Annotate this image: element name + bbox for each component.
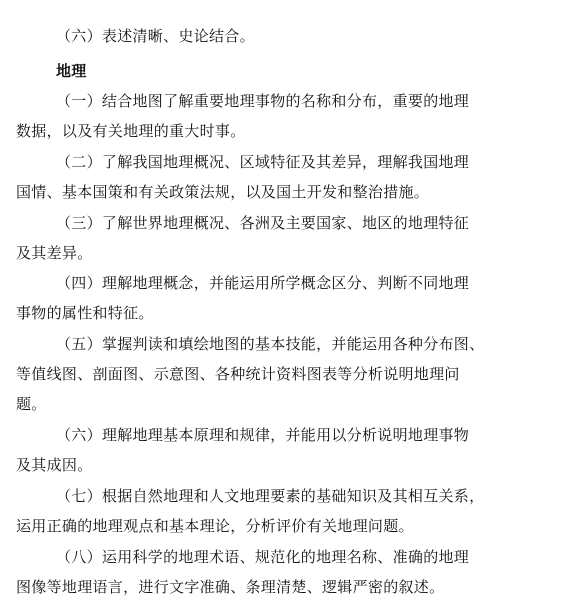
text-line-10: 事物的属性和特征。	[16, 304, 154, 322]
text-line-6: 国情、基本国策和有关政策法规，以及国土开发和整治措施。	[16, 183, 430, 201]
text-line-13: 题。	[16, 395, 47, 413]
text-line-15: 及其成因。	[16, 456, 93, 474]
text-line-16: （七）根据自然地理和人文地理要素的基础知识及其相互关系，	[56, 487, 485, 505]
text-line-5: （二）了解我国地理概况、区域特征及其差异，理解我国地理	[56, 153, 470, 171]
text-line-17: 运用正确的地理观点和基本理论，分析评价有关地理问题。	[16, 517, 414, 535]
text-line-11: （五）掌握判读和填绘地图的基本技能，并能运用各种分布图、	[56, 335, 485, 353]
text-line-9: （四）理解地理概念，并能运用所学概念区分、判断不同地理	[56, 274, 470, 292]
text-line-3: （一）结合地图了解重要地理事物的名称和分布，重要的地理	[56, 92, 470, 110]
text-line-4: 数据，以及有关地理的重大时事。	[16, 122, 246, 140]
text-line-14: （六）理解地理基本原理和规律，并能用以分析说明地理事物	[56, 426, 470, 444]
text-line-19: 图像等地理语言，进行文字准确、条理清楚、逻辑严密的叙述。	[16, 578, 445, 596]
text-line-12: 等值线图、剖面图、示意图、各种统计资料图表等分析说明地理问	[16, 365, 460, 383]
section-heading-geography: 地理	[56, 62, 87, 80]
text-line-8: 及其差异。	[16, 244, 93, 262]
text-line-18: （八）运用科学的地理术语、规范化的地理名称、准确的地理	[56, 548, 470, 566]
text-line-7: （三）了解世界地理概况、各洲及主要国家、地区的地理特征	[56, 214, 470, 232]
text-line-1: （六）表述清晰、史论结合。	[56, 27, 255, 45]
